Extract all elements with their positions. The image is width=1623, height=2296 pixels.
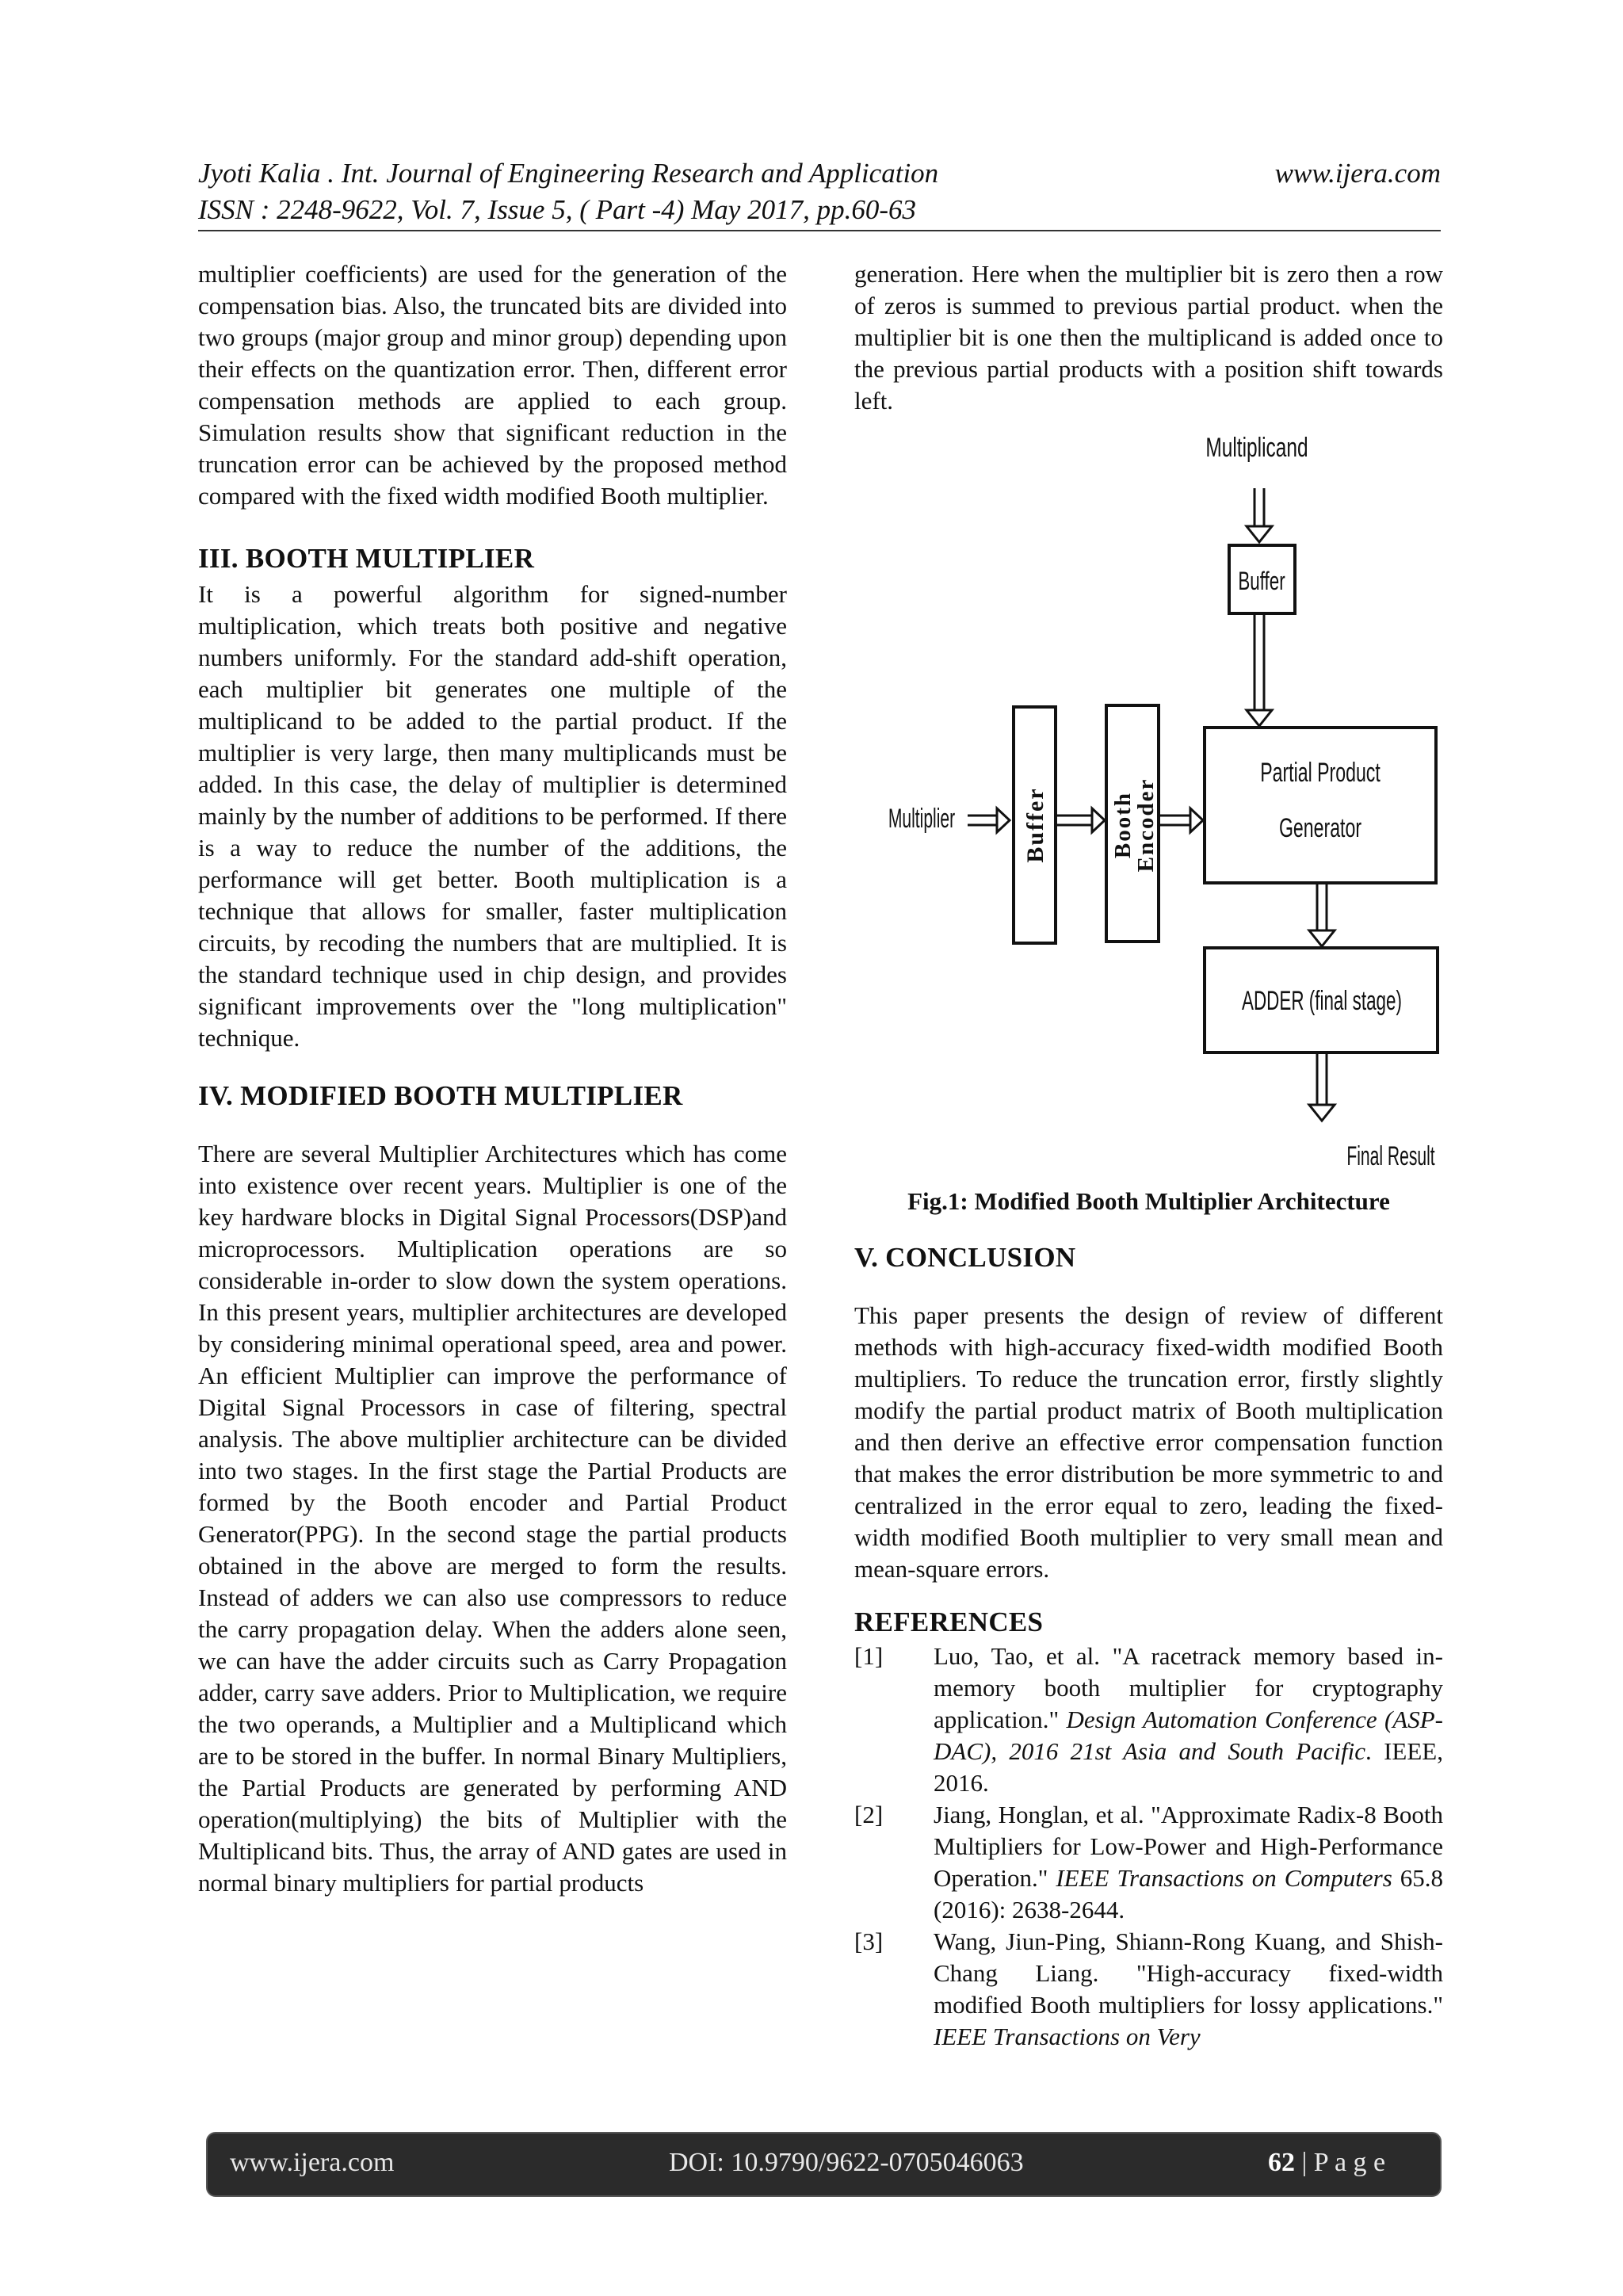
section-heading-booth: III. BOOTH MULTIPLIER: [198, 543, 535, 574]
issn-line: ISSN : 2248-9622, Vol. 7, Issue 5, ( Part -4) May 2017, pp.60-63: [198, 194, 917, 225]
arrow-adder-to-final: [1309, 1054, 1335, 1121]
figure-caption: Fig.1: Modified Booth Multiplier Architecture: [907, 1187, 1390, 1215]
reference-venue: Design Automation Conference (ASP-DAC), 2016 21st Asia and South Pacific: [934, 1706, 1443, 1765]
multiplicand-label: Multiplicand: [1205, 433, 1308, 464]
reference-item: [854, 1641, 1443, 1799]
multiplier-label: Multiplier: [888, 802, 956, 834]
section-heading-modified-booth: IV. MODIFIED BOOTH MULTIPLIER: [198, 1080, 683, 1111]
buffer-vertical-label: Buffer: [1022, 787, 1048, 863]
footer-website[interactable]: www.ijera.com: [230, 2148, 395, 2177]
arrow-encoder-to-ppg: [1160, 808, 1203, 832]
reference-item: [854, 1926, 1443, 2053]
booth-encoder-label-2: Encoder: [1133, 777, 1159, 873]
paragraph: multiplier coefficients) are used for the generation of the compensation bias. Also, the truncated bits are divided into two groups (major group and minor group) depending upon their effects on the quantization error. Then, different error compensation methods are applied to each group. Simulation results show that significant reduction in the truncation error can be achieved by the proposed method compared with the fixed width modified Booth multiplier.: [198, 260, 787, 510]
paragraph: This paper presents the design of review of different methods with high-accuracy fixed-width modified Booth multipliers. To reduce the truncation error, firstly slightly modify the partial product matrix of Booth multiplication and then derive an effective error compensation function that makes the error distribution be more symmetric to and centralized in the error equal to zero, leading the fixed-width modified Booth multiplier to very small mean and mean-square errors.: [854, 1301, 1443, 1583]
arrow-buffer-to-encoder: [1057, 808, 1105, 832]
reference-text: Jiang, Honglan, et al. "Approximate Radix-8 Booth Multipliers for Low-Power and High-Performance Operation.": [934, 1801, 1443, 1892]
partial-product-generator-box: [1205, 728, 1436, 883]
buffer-top-label: Buffer: [1238, 567, 1285, 595]
journal-website[interactable]: www.ijera.com: [1274, 158, 1441, 189]
references-heading: REFERENCES: [854, 1606, 1044, 1637]
reference-venue: IEEE Transactions on Computers: [1056, 1864, 1392, 1892]
reference-number: [1]: [854, 1642, 884, 1670]
reference-text: Wang, Jiun-Ping, Shiann-Rong Kuang, and Shish-Chang Liang. "High-accuracy fixed-width modified Booth multipliers for lossy applications.": [934, 1927, 1443, 2019]
page-footer: [206, 2132, 1442, 2197]
footer-doi: DOI: 10.9790/9622-0705046063: [669, 2148, 1024, 2177]
paragraph: It is a powerful algorithm for signed-number multiplication, which treats both positive and negative numbers uniformly. For the standard add-shift operation, each multiplier bit generates one multiple of the multiplicand to be added to the partial product. If the multiplier is very large, then many multiplicands must be added. In this case, the delay of multiplier is determined mainly by the number of additions to be performed. If there is a way to reduce the number of the additions, the performance will get better. Booth multiplication is a technique that allows for smaller, faster multiplication circuits, by recoding the numbers that are multiplied. It is the standard technique used in chip design, and provides significant improvements over the "long multiplication" technique.: [198, 580, 787, 1052]
reference-tail: . IEEE, 2016.: [934, 1737, 1443, 1797]
booth-encoder-label-1: Booth: [1110, 791, 1136, 859]
reference-number: [2]: [854, 1801, 884, 1828]
arrow-ppg-to-adder: [1309, 884, 1335, 946]
arrow-buffer-to-ppg: [1247, 615, 1272, 726]
ppg-label-2: Generator: [1278, 813, 1362, 844]
arrow-multiplier-to-buffer: [968, 808, 1010, 832]
journal-citation: Jyoti Kalia . Int. Journal of Engineering Research and Application: [198, 158, 939, 189]
reference-text: Luo, Tao, et al. "A racetrack memory based in-memory booth multiplier for cryptography application.": [934, 1642, 1443, 1733]
paragraph: generation. Here when the multiplier bit is zero then a row of zeros is summed to previous partial product. when the multiplier bit is one then the multiplicand is added once to the previous partial products with a position shift towards left.: [854, 260, 1443, 415]
section-heading-conclusion: V. CONCLUSION: [854, 1242, 1076, 1273]
right-column: [854, 258, 1443, 2053]
paragraph: There are several Multiplier Architectures which has come into existence over recent years. Multiplier is one of the key hardware blocks in Digital Signal Processors(DSP)and microprocessors. Multiplication operations are so considerable in-order to slow down the system operations. In this present years, multiplier architectures are developed by considering minimal operational speed, area and power. An efficient Multiplier can improve the performance of Digital Signal Processors in case of filtering, spectral analysis. The above multiplier architecture can be divided into two stages. In the first stage the Partial Products are formed by the Booth encoder and Partial Product Generator(PPG). In the second stage the partial products obtained in the above are merged to form the results. Instead of adders we can also use compressors to reduce the carry propagation delay. When the adders alone seen, we can have the adder circuits such as Carry Propagation adder, carry save adders. Prior to Multiplication, we require the two operands, a Multiplier and a Multiplicand which are to be stored in the buffer. In normal Binary Multipliers, the Partial Products are generated by performing AND operation(multiplying) the bits of Multiplier with the Multiplicand bits. Thus, the array of AND gates are used in normal binary multipliers for partial products: [198, 1140, 787, 1897]
header-rule: [198, 230, 1441, 231]
final-result-label: Final Result: [1346, 1140, 1435, 1171]
reference-item: [854, 1799, 1443, 1926]
reference-tail: 65.8 (2016): 2638-2644.: [934, 1864, 1444, 1924]
arrow-multiplicand-to-buffer: [1247, 488, 1272, 542]
page-label: | P a g e: [1295, 2148, 1386, 2177]
block-diagram: [854, 417, 1443, 1186]
page-number: 62: [1268, 2148, 1295, 2177]
left-column: [198, 258, 787, 1899]
adder-label: ADDER (final stage): [1242, 986, 1402, 1017]
ppg-label-1: Partial Product: [1260, 758, 1381, 789]
reference-venue: IEEE Transactions on Very: [934, 2023, 1201, 2050]
running-header: [198, 155, 1441, 228]
architecture-figure: [854, 417, 1443, 1186]
reference-number: [3]: [854, 1927, 884, 1955]
